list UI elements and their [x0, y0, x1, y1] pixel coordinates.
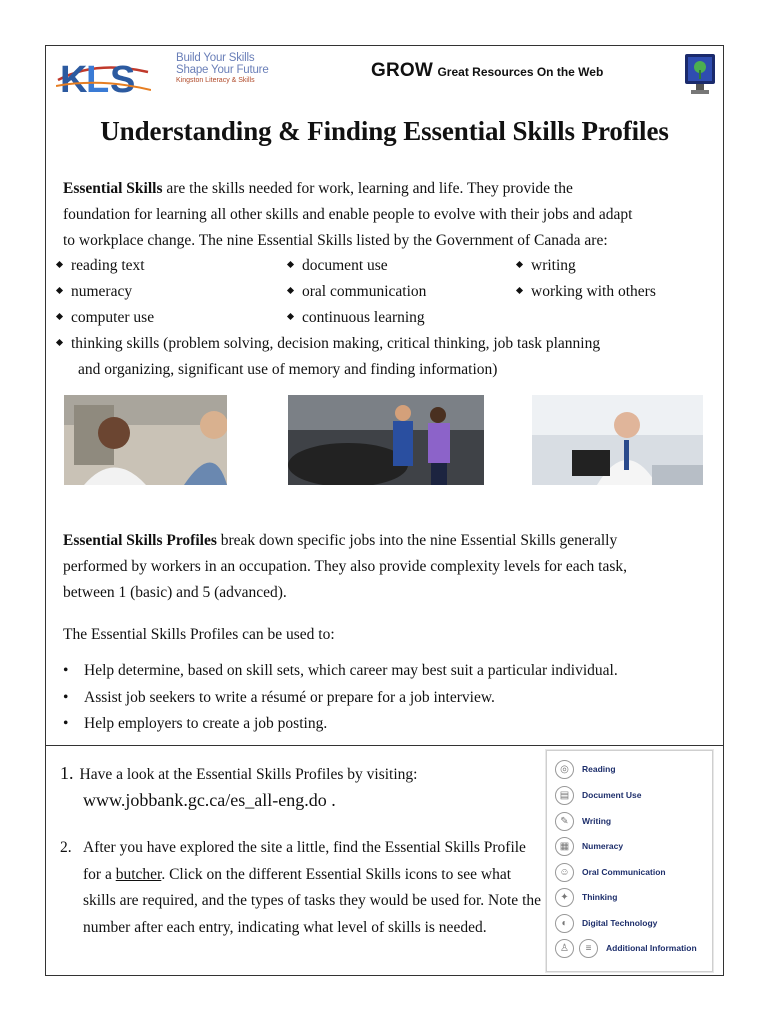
- step-2-text: After you have explored the site a little, find the Essential Skills Profile for a butcher. Click on the different Essential Skills icons to see what skills are required, and the types of tasks they would be used for. Note the number after each entry, indicating what level of skills is needed.: [83, 839, 541, 936]
- sidebar-item-additional-information[interactable]: ♙ ≡ Additional Information: [553, 938, 708, 960]
- essential-skills-menu: [546, 750, 713, 972]
- step-2: [60, 835, 545, 941]
- skill-item: working with others: [517, 279, 656, 305]
- document-use-icon: ▤: [555, 786, 574, 805]
- photo-conversation: [64, 395, 227, 485]
- photo-office-worker: [532, 395, 703, 485]
- page-title: Understanding & Finding Essential Skills Profiles: [100, 116, 669, 146]
- skill-item: oral communication: [288, 279, 426, 305]
- digital-technology-icon: ◐: [555, 914, 574, 933]
- logo-tagline: [176, 52, 269, 86]
- computer-monitor-plant-icon: [683, 52, 717, 96]
- skill-item: document use: [288, 253, 388, 279]
- sidebar-item-digital-technology[interactable]: ◐ Digital Technology: [553, 913, 708, 935]
- svg-text:L: L: [86, 59, 110, 100]
- grow-word: GROW: [371, 60, 434, 81]
- intro-bold: Essential Skills: [63, 180, 163, 197]
- uses-intro: The Essential Skills Profiles can be used to:: [63, 626, 335, 643]
- profiles-paragraph: [63, 528, 708, 606]
- section-divider: [46, 745, 723, 746]
- tagline-line-2: Shape Your Future: [176, 64, 269, 76]
- intro-line-1: are the skills needed for work, learning and life. They provide the: [162, 180, 573, 197]
- intro-line-2: foundation for learning all other skills and enable people to evolve with their jobs and adapt: [63, 206, 633, 223]
- kls-logo: [56, 50, 151, 100]
- sidebar-item-oral-communication[interactable]: ☺ Oral Communication: [553, 862, 708, 884]
- uses-list: [63, 658, 724, 738]
- svg-text:S: S: [110, 59, 136, 100]
- skills-row: [57, 331, 707, 357]
- step-1: [60, 760, 417, 788]
- reading-icon: ◎: [555, 760, 574, 779]
- skills-row: [57, 305, 707, 331]
- profiles-bold: Essential Skills Profiles: [63, 532, 217, 549]
- worksheet-page: [45, 45, 724, 976]
- profiles-line-3: between 1 (basic) and 5 (advanced).: [63, 584, 287, 601]
- butcher-link[interactable]: butcher: [115, 865, 162, 883]
- header: [46, 46, 723, 101]
- skill-item-thinking: thinking skills (problem solving, decision making, critical thinking, job task planning: [57, 331, 600, 357]
- step-2-number: 2.: [60, 839, 72, 856]
- skills-row: [57, 253, 707, 279]
- skills-list: [57, 253, 707, 383]
- skill-item: writing: [517, 253, 576, 279]
- sidebar-item-numeracy[interactable]: ▦ Numeracy: [553, 836, 708, 858]
- step-1-number: 1.: [60, 763, 74, 783]
- oral-communication-icon: ☺: [555, 863, 574, 882]
- list-item: • Help determine, based on skill sets, which career may best suit a particular individual.: [84, 658, 724, 685]
- tagline-line-1: Build Your Skills: [176, 52, 255, 64]
- sidebar-item-reading[interactable]: ◎ Reading: [553, 759, 708, 781]
- sidebar-item-writing[interactable]: ✎ Writing: [553, 811, 708, 833]
- list-item: • Assist job seekers to write a résumé or prepare for a job interview.: [84, 685, 724, 712]
- additional-information-icon: ≡: [579, 939, 598, 958]
- jobbank-link[interactable]: www.jobbank.gc.ca/es_all-eng.do .: [83, 790, 336, 810]
- numeracy-icon: ▦: [555, 837, 574, 856]
- writing-icon: ✎: [555, 812, 574, 831]
- skill-item: computer use: [57, 305, 154, 331]
- skills-row-continuation: and organizing, significant use of memory and finding information): [78, 361, 498, 378]
- skill-item: reading text: [57, 253, 145, 279]
- intro-line-3: to workplace change. The nine Essential Skills listed by the Government of Canada are:: [63, 232, 608, 249]
- svg-text:K: K: [60, 59, 88, 100]
- skills-row: [57, 279, 707, 305]
- grow-tagline: Great Resources On the Web: [437, 65, 604, 79]
- sidebar-item-thinking[interactable]: ✦ Thinking: [553, 887, 708, 909]
- skill-item: numeracy: [57, 279, 132, 305]
- profiles-line-2: performed by workers in an occupation. They also provide complexity levels for each task,: [63, 558, 627, 575]
- grow-heading: [371, 60, 603, 82]
- intro-paragraph: [63, 176, 708, 254]
- tagline-line-3: Kingston Literacy & Skills: [176, 77, 255, 84]
- list-item: • Help employers to create a job posting.: [84, 711, 724, 738]
- photo-mechanics: [288, 395, 484, 485]
- skill-item: continuous learning: [288, 305, 425, 331]
- step-1-text: Have a look at the Essential Skills Profiles by visiting:: [79, 766, 418, 783]
- profiles-line-1: break down specific jobs into the nine Essential Skills generally: [216, 532, 618, 549]
- working-with-others-icon: ♙: [555, 939, 574, 958]
- sidebar-item-document-use[interactable]: ▤ Document Use: [553, 785, 708, 807]
- thinking-icon: ✦: [555, 888, 574, 907]
